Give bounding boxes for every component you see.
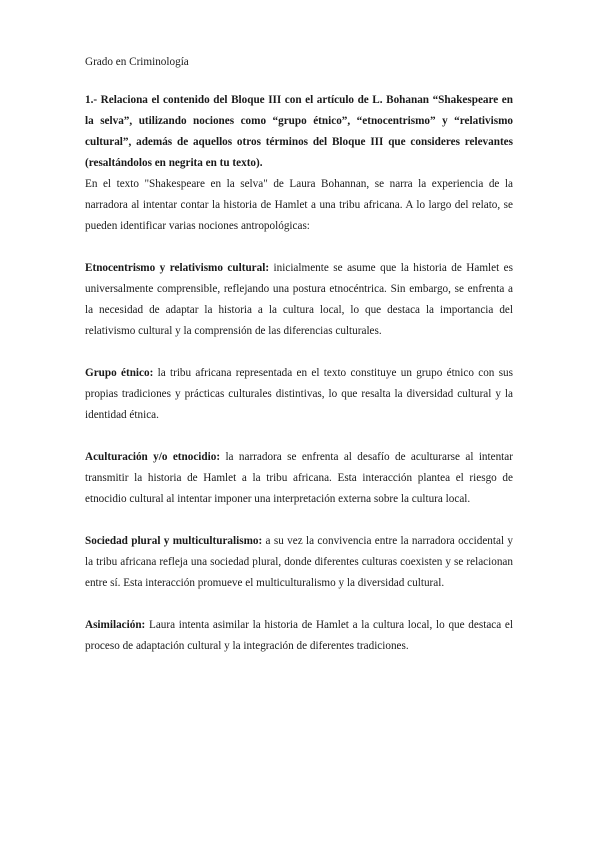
- section-aculturacion: [85, 447, 513, 510]
- section-text: Laura intenta asimilar la historia de Hamlet a la cultura local, lo que destaca el proceso de adaptación cultural y la integración de diferentes tradiciones.: [85, 619, 513, 652]
- term-sociedad-plural: Sociedad plural y multiculturalismo:: [85, 535, 263, 547]
- document-page: [85, 52, 513, 678]
- term-asimilacion: Asimilación:: [85, 619, 146, 631]
- question-prompt: 1.- Relaciona el contenido del Bloque III con el artículo de L. Bohanan “Shakespeare en la selva”, utilizando nociones como “grupo étnico”, “etnocentrismo” y “relativismo cultural”, además de aquellos otros términos del Bloque III que consideres relevantes (resaltándolos en negrita en tu texto).: [85, 94, 513, 169]
- section-asimilacion: [85, 615, 513, 657]
- term-aculturacion: Aculturación y/o etnocidio:: [85, 451, 221, 463]
- section-grupo-etnico: [85, 363, 513, 426]
- section-etnocentrismo: [85, 258, 513, 342]
- intro-paragraph: En el texto "Shakespeare en la selva" de Laura Bohannan, se narra la experiencia de la narradora al intentar contar la historia de Hamlet a una tribu africana. A lo largo del relato, se pueden identificar varias nociones antropológicas:: [85, 178, 513, 232]
- section-text: inicialmente se asume que la historia de Hamlet es universalmente comprensible, reflejando una postura etnocéntrica. Sin embargo, se enfrenta a la necesidad de adaptar la historia a la cultura local, lo que destaca la importancia del relativismo cultural y la comprensión de las diferencias culturales.: [85, 262, 513, 337]
- course-header: Grado en Criminología: [85, 56, 189, 68]
- section-text: la tribu africana representada en el texto constituye un grupo étnico con sus propias tradiciones y prácticas culturales distintivas, lo que resalta la diversidad cultural y la identidad étnica.: [85, 367, 513, 421]
- section-text: la narradora se enfrenta al desafío de aculturarse al intentar transmitir la historia de Hamlet a la tribu africana. Esta interacción plantea el riesgo de etnocidio cultural al intentar imponer una interpretación externa sobre la cultura local.: [85, 451, 513, 505]
- term-grupo-etnico: Grupo étnico:: [85, 367, 154, 379]
- section-text: a su vez la convivencia entre la narradora occidental y la tribu africana refleja una sociedad plural, donde diferentes culturas coexisten y se relacionan entre sí. Esta interacción promueve el multiculturalismo y la diversidad cultural.: [85, 535, 513, 589]
- section-sociedad-plural: [85, 531, 513, 594]
- term-etnocentrismo: Etnocentrismo y relativismo cultural:: [85, 262, 270, 274]
